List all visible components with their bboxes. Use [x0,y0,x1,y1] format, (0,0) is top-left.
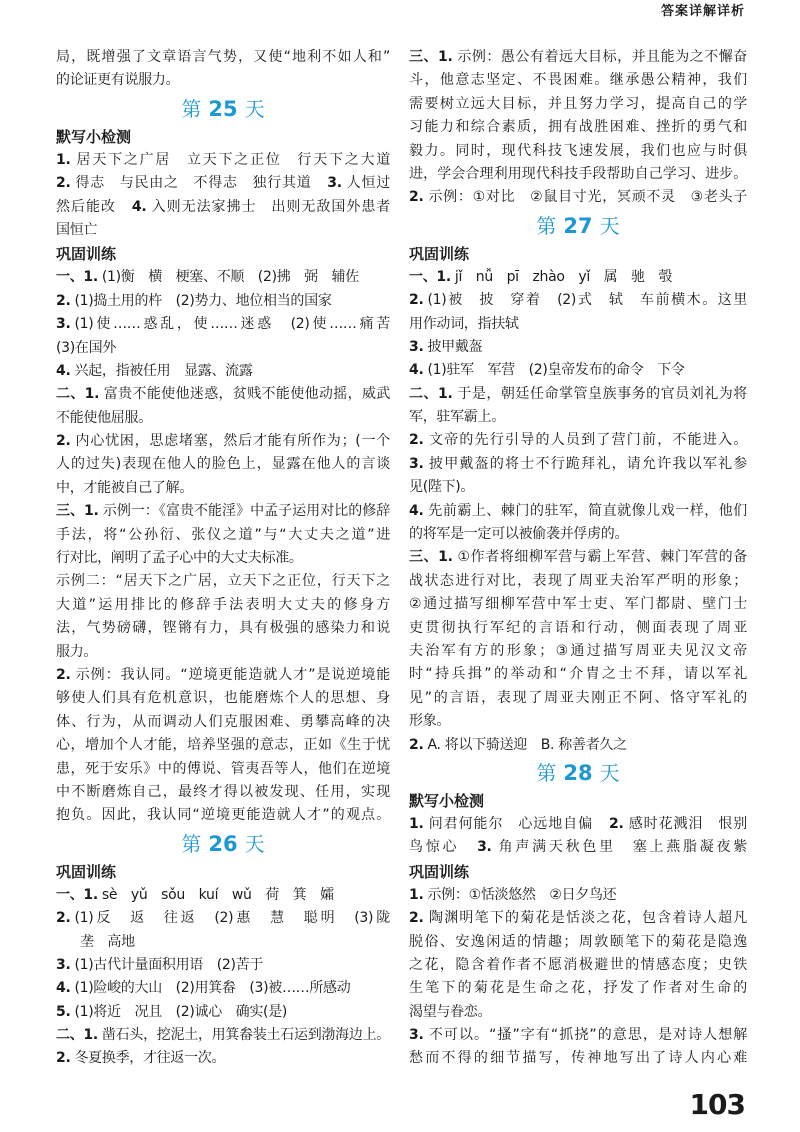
line-number: 1. [56,151,71,168]
day-heading [56,828,390,860]
answer-line [56,884,390,907]
line-text: 抱负。因此，我认同“逆境更能造就人才”的观点。 [56,807,390,824]
line-number: 三、1. [409,49,453,65]
line-number: 2. [409,292,424,309]
answer-line [409,954,747,977]
answer-line [409,186,747,209]
line-text: 生笔下的菊花是生命之花，抒发了作者对生命的 [409,980,747,997]
line-text: A. 将以下骑送迎 B. 称善者久之 [427,736,627,753]
page-number: 103 [689,1088,745,1121]
section-title: 默写小检测 [56,127,132,146]
line-number: 4. [56,980,71,997]
line-number: 2. [609,815,624,832]
answer-line [56,219,390,242]
line-text: 患，死于安乐》中的傅说、管夷吾等人，他们在逆境 [56,760,390,777]
line-text: 心，增加个人才能，培养坚强的意志，正如《生于忧 [56,737,390,754]
day-heading [56,93,390,125]
answer-line [409,163,747,186]
answer-line [56,453,390,476]
day-suffix: 天 [599,213,620,238]
line-text: 居天下之广居 立天下之正位 行天下之大道 [74,151,390,168]
line-text: 问君何能尔 心远地自偏 [427,815,608,832]
section-title: 巩固训练 [409,244,470,263]
line-text: (3)在国外 [56,339,117,356]
line-text: 得志 与民由之 不得志 独行其道 [74,175,327,192]
line-text: 感时花溅泪 恨别 [627,815,747,832]
line-text: 需要树立远大目标，并且努力学习，提高自己的学 [409,95,747,112]
day-number: 25 [208,96,238,121]
line-number: 3. [409,455,424,472]
line-text: 的论证更有说服力。 [56,72,180,89]
line-number: 一、1. [56,886,98,903]
day-prefix: 第 [536,213,557,238]
answer-line [56,687,390,710]
line-text: 进，学会合理利用现代科技手段帮助自己学习、进步。 [409,165,747,182]
line-number: 3. [409,1027,424,1044]
line-text: 文帝的先行引导的人员到了营门前，不能进入。 [427,432,747,449]
line-number: 2. [409,910,424,927]
line-text: jǐ nǚ pī zhào yǐ 属 驰 彀 [454,268,673,285]
line-text: 然后能改 [56,198,131,215]
line-text: 时“持兵揖”的举动和“介胄之士不拜，请以军礼 [409,666,747,683]
line-number: 2. [409,736,424,753]
answer-line [409,931,747,954]
line-number: 3. [409,338,424,355]
answer-line [409,266,747,289]
line-text: (1)使……惑乱，使……迷惑 (2)使……痛苦 [74,316,390,333]
answer-line [409,617,747,640]
line-text: 斗，他意志坚定、不畏困难。继承愚公精神，我们 [409,72,747,89]
line-text: 的将军是一定可以被偷袭并俘虏的。 [409,526,629,543]
answer-line [409,977,747,1000]
line-text: 角声满天秋色里 塞上燕脂凝夜紫 [495,839,747,856]
line-text: 于是，朝廷任命掌管皇族事务的官员刘礼为将 [456,385,747,402]
answer-line [56,430,390,453]
answer-line [56,1047,390,1070]
line-text: 大道”运用排比的修辞手法表明大丈夫的修身方 [56,596,390,613]
line-text: 局，既增强了文章语言气势，又使“地利不如人和” [56,49,390,65]
answer-line [56,524,390,547]
day-number: 28 [563,760,593,785]
answer-line [409,570,747,593]
day-heading [409,757,747,789]
line-text: 夫治军有方的形象；③通过描写周亚夫见汉文帝 [409,642,747,659]
answer-line [409,710,747,733]
answer-line [409,406,747,429]
line-text: 国恒亡 [56,221,98,238]
answer-line [409,734,747,757]
answer-line [56,804,390,827]
line-text: 够使人们具有危机意识，也能磨炼个人的思想、身 [56,690,390,707]
line-number: 2. [56,433,71,450]
answer-line [56,954,390,977]
answer-line [56,266,390,289]
answer-line [56,46,390,69]
line-text: 习能力和综合素质，拥有战胜困难、挫折的勇气和 [409,119,747,136]
answer-line [409,453,747,476]
answer-line [409,429,747,452]
answer-line [56,500,390,523]
line-text: 渴望与眷恋。 [409,1003,492,1020]
answer-line [409,289,747,312]
line-text: 见(陛下)。 [409,479,475,496]
answer-line [409,140,747,163]
answer-line [409,383,747,406]
line-number: 2. [56,666,71,683]
answer-line [409,523,747,546]
answer-line [56,1024,390,1047]
line-number: 4. [409,502,424,519]
answer-line [56,360,390,383]
line-number: 2. [56,175,71,192]
section-title: 巩固训练 [409,862,470,881]
line-text: 不能使他屈服。 [56,409,152,426]
line-text: 行对比，阐明了孟子心中的大丈夫标准。 [56,550,303,567]
line-number: 1. [409,886,424,903]
line-text: sè yǔ sǒu kuí wǔ 荷 箕 孀 [101,886,334,903]
answer-line [409,476,747,499]
line-text: (1)捣土用的杵 (2)势力、地位相当的国家 [74,292,332,309]
line-text: 凿石头，挖泥土，用箕畚装土石运到渤海边上。 [101,1027,390,1044]
line-number: 二、1. [56,1027,98,1044]
answer-line [56,664,390,687]
line-text: 兴起，指被任用 显露、流露 [74,362,253,379]
line-text: 鸟惊心 [409,839,477,856]
line-text: (1)驻军 军营 (2)皇帝发布的命令 下令 [427,362,685,379]
day-prefix: 第 [536,760,557,785]
answer-line [409,663,747,686]
line-text: (1)反 返 往返 (2)惠 慧 聪明 (3)陇 [74,910,390,927]
line-number: 3. [327,175,342,192]
answer-line [56,337,390,360]
line-text: 见”的言语，表现了周亚夫刚正不阿、恪守军礼的 [409,689,747,706]
line-text: 示例二：“居天下之广居，立天下之正位，行天下之 [56,573,390,590]
line-text: (1)衡 横 梗塞、不顺 (2)拂 弼 辅佐 [101,269,359,286]
answer-line [56,1001,390,1024]
line-number: 2. [56,292,71,309]
answer-line [56,290,390,313]
line-number: 4. [409,362,424,379]
day-number: 27 [563,213,593,238]
answer-line [409,46,747,69]
answer-line [409,313,747,336]
section-title: 巩固训练 [56,245,117,264]
line-text: 陶渊明笔下的菊花是恬淡之花，包含着诗人超凡 [427,910,747,927]
page-header-title: 答案详解详析 [660,4,745,19]
line-text: 示例：愚公有着远大目标，并且能为之不懈奋 [456,49,747,65]
answer-line [409,116,747,139]
line-number: 二、1. [56,386,100,403]
line-text: 示例一：《富贵不能淫》中孟子运用对比的修辞 [102,503,390,520]
line-number: 3. [56,316,71,333]
line-text: (1)古代计量面积用语 (2)苦于 [74,956,264,973]
line-text: 战状态进行对比，表现了周亚夫治军严明的形象； [409,572,747,589]
line-text: 毅力。同时，现代科技飞速发展，我们也应与时俱 [409,142,747,159]
line-text: (1)险峻的大山 (2)用箕畚 (3)被……所感动 [74,980,351,997]
answer-line [56,594,390,617]
line-number: 二、1. [409,385,453,402]
answer-line [56,734,390,757]
line-text: 服力。 [56,643,98,660]
line-number: 2. [56,910,71,927]
line-text: 富贵不能使他迷惑，贫贱不能使他动摇，威武 [103,386,390,403]
answer-line [409,336,747,359]
line-number: 三、1. [409,549,453,566]
line-text: 形象。 [409,713,451,730]
line-text: 用作动词，指扶轼 [409,315,519,332]
section-title: 巩固训练 [56,862,117,881]
day-suffix: 天 [244,831,265,856]
line-text: 披甲戴盔的将士不行跪拜礼，请允许我以军礼参 [427,455,747,472]
answer-line [56,617,390,640]
answer-line [56,570,390,593]
answer-line [56,781,390,804]
line-number: 2. [56,1050,71,1067]
answer-line [409,500,747,523]
line-text: 披甲戴盔 [427,338,483,355]
answer-line [409,1024,747,1047]
right-column [409,46,747,1071]
answer-line [56,313,390,336]
section-title: 默写小检测 [409,791,485,810]
line-text: 中，才能被自己了解。 [56,479,193,496]
answer-line [409,836,747,859]
line-number: 2. [409,189,424,206]
line-text: 愁而不得的细节描写，传神地写出了诗人内心难 [409,1050,747,1067]
line-number: 1. [409,815,424,832]
answer-line [56,172,390,195]
day-prefix: 第 [181,831,202,856]
day-heading [409,210,747,242]
line-text: 不可以。“搔”字有“抓挠”的意思，是对诗人想解 [427,1027,747,1044]
answer-line [56,196,390,219]
answer-line [56,477,390,500]
answer-line [409,907,747,930]
day-number: 26 [208,831,238,856]
line-text: 军，驻军霸上。 [409,409,505,426]
line-text: 吏贯彻执行军纪的言语和行动，侧面表现了周亚 [409,619,747,636]
line-number: 三、1. [56,503,99,520]
line-text: ①作者将细柳军营与霸上军营、棘门军营的备 [456,549,747,566]
line-number: 3. [56,956,71,973]
line-text: 人的过失)表现在他人的脸色上，显露在他人的言谈 [56,456,390,473]
line-number: 4. [56,362,71,379]
line-text: 中不断磨炼自己，最终才得以被发现、任用，实现 [56,783,390,800]
line-text: 人恒过 [345,175,390,192]
left-column [56,46,390,1071]
answer-line [56,149,390,172]
answer-line [56,711,390,734]
line-number: 2. [409,432,424,449]
line-number: 5. [56,1003,71,1020]
answer-line [409,593,747,616]
day-suffix: 天 [599,760,620,785]
line-number: 4. [131,198,147,215]
line-text: 示例：我认同。“逆境更能造就人才”是说逆境能 [74,666,390,683]
answer-line [409,546,747,569]
line-text: 入则无法家拂士 出则无敌国外患者 [150,198,390,215]
answer-line [56,383,390,406]
line-text: 之花，隐含着作者不愿消极避世的情感态度；史铁 [409,956,747,973]
answer-line [409,1047,747,1070]
answer-line [56,907,390,930]
line-text: 示例：①对比 ②鼠目寸光，冥顽不灵 ③老头子 [427,189,747,206]
line-number: 一、1. [56,269,98,286]
answer-line [409,640,747,663]
day-prefix: 第 [181,96,202,121]
answer-line [56,69,390,92]
line-text: (1)将近 况且 (2)诚心 确实(是) [74,1003,288,1020]
answer-line [409,69,747,92]
answer-line [56,641,390,664]
answer-line [56,547,390,570]
line-text: 体、行为，从而调动人们克服困难、勇攀高峰的决 [56,713,390,730]
answer-line [56,931,390,954]
answer-line [56,407,390,430]
line-text: 先前霸上、棘门的驻军，简直就像儿戏一样，他们 [427,502,747,519]
line-text: 手法，将“公孙衍、张仪之道”与“大丈夫之道”进 [56,526,390,543]
line-text: 法，气势磅礴，铿锵有力，具有极强的感染力和说 [56,620,390,637]
line-text: (1)被 披 穿着 (2)式 轼 车前横木。这里 [427,292,747,309]
line-number: 3. [477,839,492,856]
line-text: 垄 高地 [80,933,135,950]
answer-line [409,687,747,710]
answer-line [409,884,747,907]
line-number: 一、1. [409,268,451,285]
answer-line [409,93,747,116]
line-text: 冬夏换季，才往返一次。 [74,1050,226,1067]
answer-line [409,359,747,382]
line-text: 内心忧困，思虑堵塞，然后才能有所作为；(一个 [74,433,390,450]
answer-line [409,813,747,836]
answer-line [56,758,390,781]
day-suffix: 天 [244,96,265,121]
line-text: 脱俗、安逸闲适的情趣；周敦颐笔下的菊花是隐逸 [409,933,747,950]
answer-line [409,1001,747,1024]
line-text: ②通过描写细柳军营中军士吏、军门都尉、壁门士 [409,596,747,613]
line-text: 示例：①恬淡悠然 ②日夕鸟还 [427,886,617,903]
answer-line [56,977,390,1000]
